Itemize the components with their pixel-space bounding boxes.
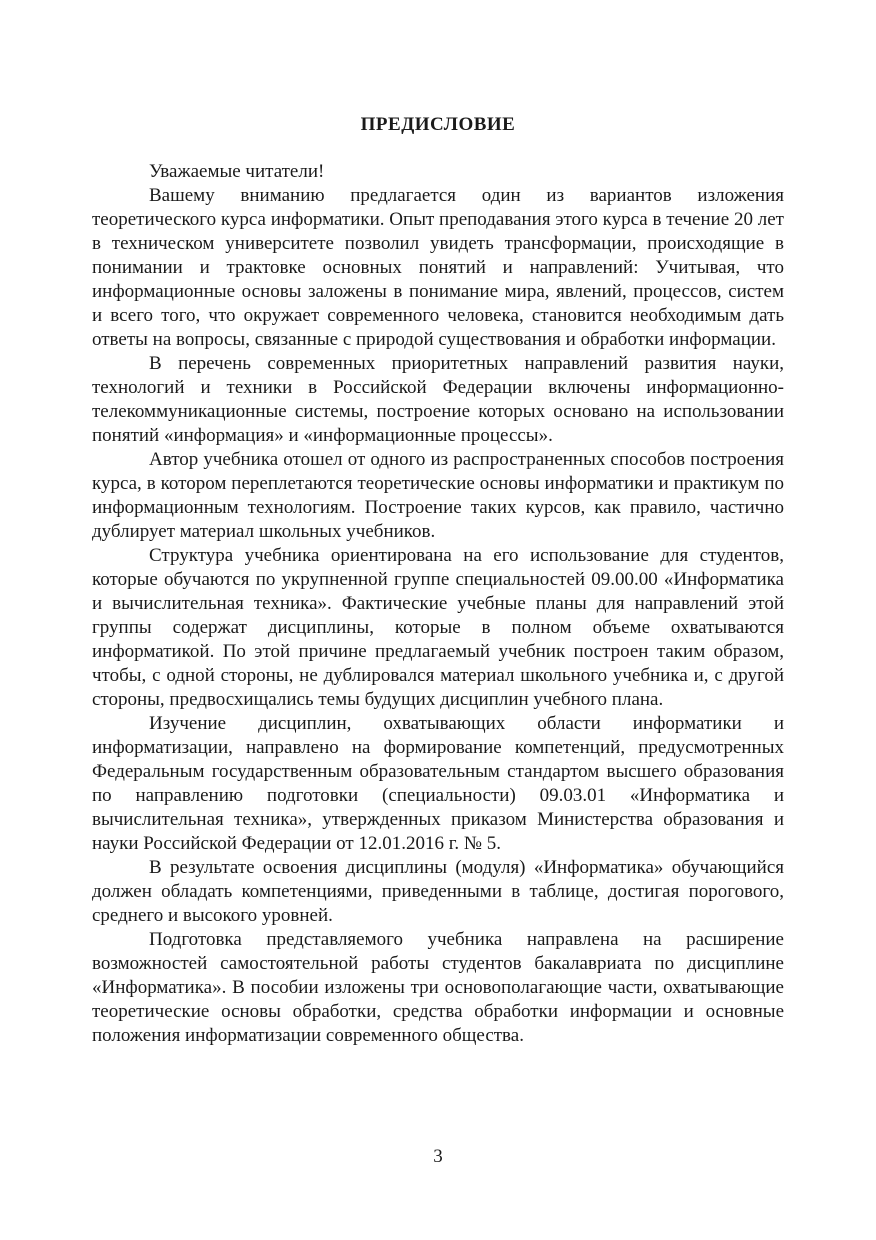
paragraph: В перечень современных приоритетных направлений развития науки, технологий и техники в Российской Федерации включены информационно-телекоммуникационные системы, построение которых основано на использовании понятий «информация» и «информационные процессы». <box>92 353 784 446</box>
page-number: 3 <box>433 1146 443 1167</box>
paragraph-greeting: Уважаемые читатели! <box>149 161 325 182</box>
paragraph: Подготовка представляемого учебника направлена на расширение возможностей самостоятельной работы студентов бакалавриата по дисциплине «Информатика». В пособии изложены три основополагающие части, охватывающие теоретические основы обработки, средства обработки информации и основные положения информатизации современного общества. <box>92 929 784 1046</box>
paragraph: Изучение дисциплин, охватывающих области информатики и информатизации, направлено на формирование компетенций, предусмотренных Федеральным государственным образовательным стандартом высшего образования по направлению подготовки (специальности) 09.03.01 «Информатика и вычислительная техника», утвержденных приказом Министерства образования и науки Российской Федерации от 12.01.2016 г. № 5. <box>92 713 784 854</box>
paragraph: Вашему вниманию предлагается один из вариантов изложения теоретического курса информатики. Опыт преподавания этого курса в течение 20 лет в техническом университете позволил увидеть трансформации, происходящие в понимании и трактовке основных понятий и направлений: Учитывая, что информационные основы заложены в понимание мира, явлений, процессов, систем и всего того, что окружает современного человека, становится необходимым дать ответы на вопросы, связанные с природой существования и обработки информации. <box>92 185 784 350</box>
page-title: ПРЕДИСЛОВИЕ <box>360 114 516 135</box>
paragraph: Автор учебника отошел от одного из распространенных способов построения курса, в котором переплетаются теоретические основы информатики и практикум по информационным технологиям. Построение таких курсов, как правило, частично дублирует материал школьных учебников. <box>92 449 784 542</box>
paragraph: Структура учебника ориентирована на его использование для студентов, которые обучаются по укрупненной группе специальностей 09.00.00 «Информатика и вычислительная техника». Фактические учебные планы для направлений этой группы содержат дисциплины, которые в полном объеме охватываются информатикой. По этой причине предлагаемый учебник построен таким образом, чтобы, с одной стороны, не дублировался материал школьного учебника и, с другой стороны, предвосхищались темы будущих дисциплин учебного плана. <box>92 545 784 710</box>
paragraph: В результате освоения дисциплины (модуля) «Информатика» обучающийся должен обладать компетенциями, приведенными в таблице, достигая порогового, среднего и высокого уровней. <box>92 857 784 926</box>
preface-body <box>92 160 784 1048</box>
